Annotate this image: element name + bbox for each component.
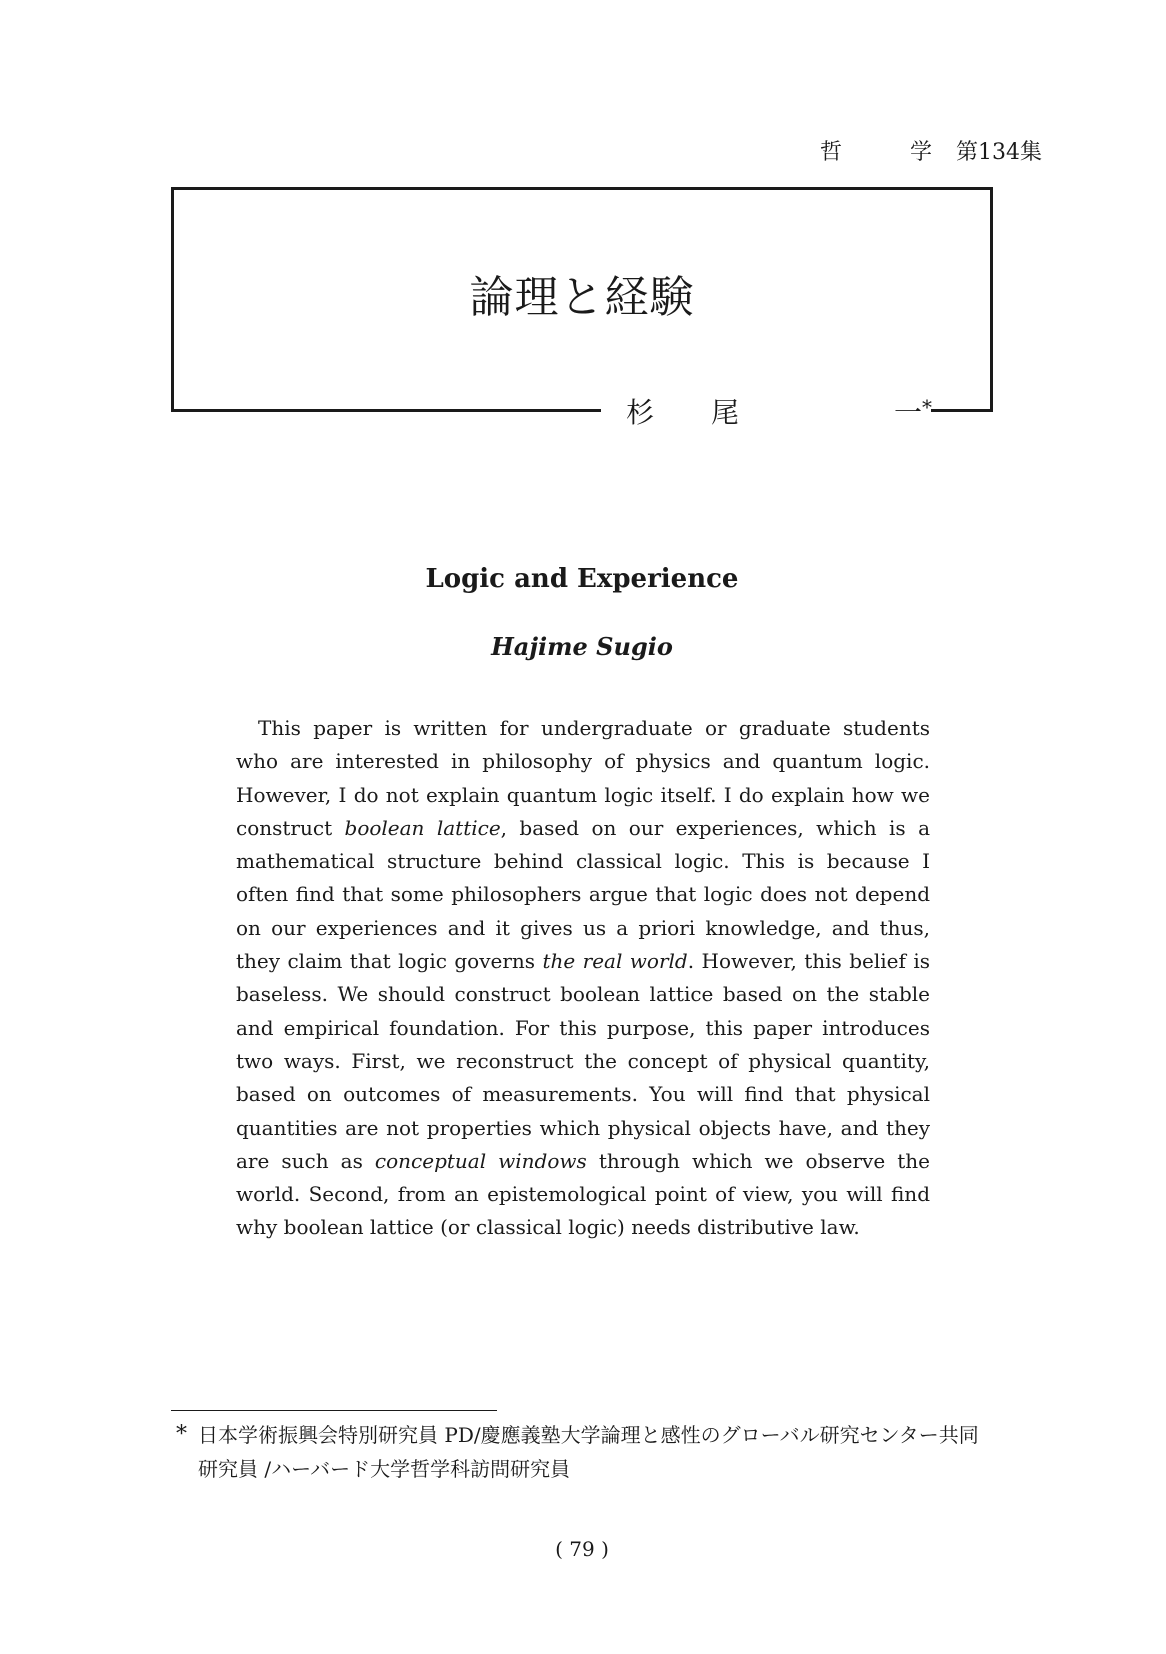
- journal-name-part1: 哲: [820, 140, 843, 165]
- journal-issue: 第134集: [956, 140, 1042, 165]
- journal-name-part2: 学: [910, 140, 933, 165]
- page-number: ( 79 ): [555, 1537, 609, 1561]
- abstract-text-4: through which we observe the world. Second, from an epistemological point of view, you will find why boolean lattice (or classical logic) needs distributive law.: [236, 1148, 930, 1240]
- abstract-emphasis-2: the real world: [542, 949, 688, 974]
- author-jp-part3: [894, 393, 932, 433]
- frame-edge-top: [171, 187, 993, 190]
- abstract-emphasis-1: boolean lattice: [344, 815, 501, 840]
- frame-edge-bottom-left: [171, 409, 601, 412]
- author-footnote-marker: *: [922, 395, 933, 419]
- journal-header: [820, 138, 1050, 168]
- author-jp-part2: 尾: [711, 396, 740, 429]
- abstract-text-1: This paper is written for undergraduate or graduate students who are interested in philosophy of physics and quantum logic. However, I do not explain quantum logic itself. I do explain how we construct: [236, 716, 930, 840]
- page-title-japanese: 論理と経験: [469, 272, 695, 323]
- author-jp-given: 一: [894, 396, 923, 429]
- footnote: [176, 1418, 996, 1486]
- footnote-divider: [171, 1410, 497, 1411]
- abstract-emphasis-3: conceptual windows: [374, 1148, 587, 1173]
- abstract-text-2: , based on our experiences, which is a mathematical structure behind classical logic. This is because I often find that some philosophers argue that logic does not depend on our experiences and it gives us a priori knowledge, and thus, they claim that logic governs: [236, 815, 931, 974]
- footnote-marker: *: [176, 1422, 187, 1447]
- author-japanese: [626, 393, 946, 433]
- author-jp-part1: 杉: [626, 396, 655, 429]
- abstract-text-3: . However, this belief is baseless. We should construct boolean lattice based on the stable and empirical foundation. For this purpose, this paper introduces two ways. First, we reconstruct the concept of physical quantity, based on outcomes of measurements. You will find that physical quantities are not properties which physical objects have, and they are such as: [236, 949, 931, 1173]
- author-english: Hajime Sugio: [491, 632, 673, 661]
- page-title-english: Logic and Experience: [425, 564, 739, 594]
- abstract: [236, 712, 930, 1245]
- footnote-text: 日本学術振興会特別研究員 PD/慶應義塾大学論理と感性のグローバル研究センター共同研究員 /ハーバード大学哲学科訪問研究員: [198, 1423, 979, 1481]
